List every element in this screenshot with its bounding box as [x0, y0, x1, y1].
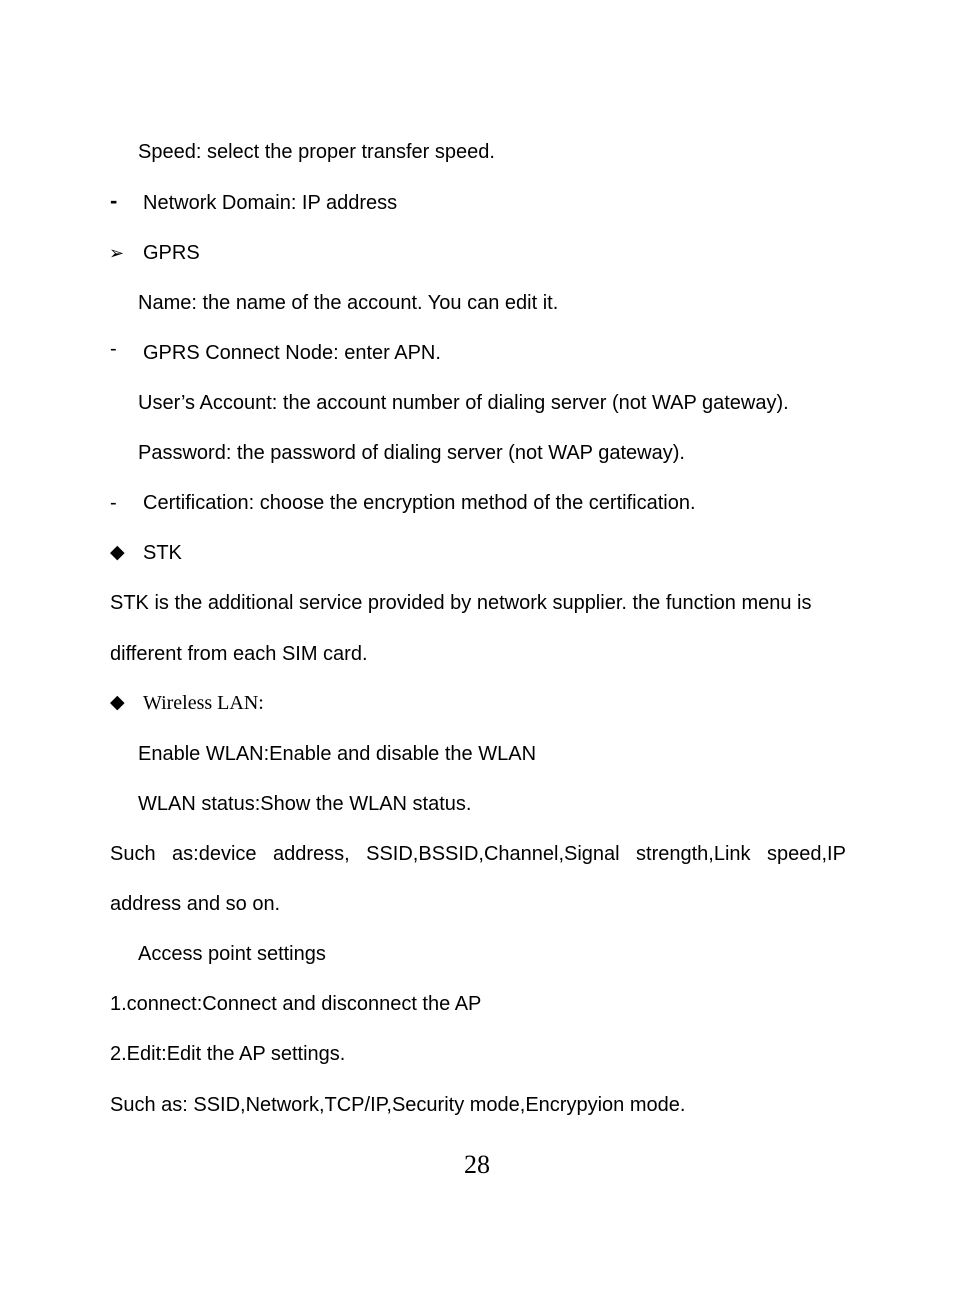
users-account-text: User’s Account: the account number of dialing server (not WAP gateway). — [138, 392, 789, 414]
such-as-word: Such — [110, 843, 156, 865]
such-as-justified-text — [110, 842, 846, 866]
speed-text: Speed: select the proper transfer speed. — [138, 141, 495, 163]
stk-desc-text-1: STK is the additional service provided by network supplier. the function menu is — [110, 592, 812, 614]
edit-text: 2.Edit:Edit the AP settings. — [110, 1043, 346, 1065]
arrow-bullet-icon: ➢ — [109, 243, 125, 263]
page-number: 28 — [464, 1150, 490, 1179]
connect-text: 1.connect:Connect and disconnect the AP — [110, 993, 482, 1015]
network-domain-text: Network Domain: IP address — [143, 192, 398, 214]
dash-marker: - — [110, 338, 117, 360]
gprs-connect-node-text: GPRS Connect Node: enter APN. — [143, 342, 441, 364]
such-as-text-2: address and so on. — [110, 893, 281, 915]
stk-desc-text-2: different from each SIM card. — [110, 643, 368, 665]
such-as-word: as:device — [172, 843, 257, 865]
gprs-heading: GPRS — [143, 242, 200, 264]
diamond-bullet-icon: ◆ — [110, 692, 125, 713]
wlan-heading: Wireless LAN: — [143, 692, 264, 714]
password-text: Password: the password of dialing server (not WAP gateway). — [138, 442, 685, 464]
dash-marker: - — [110, 188, 118, 213]
gprs-name-text: Name: the name of the account. You can edit it. — [138, 292, 559, 314]
dash-marker: - — [110, 492, 117, 514]
certification-text: Certification: choose the encryption method of the certification. — [143, 492, 696, 514]
access-point-text: Access point settings — [138, 943, 326, 965]
such-as-ssid-text: Such as: SSID,Network,TCP/IP,Security mode,Encrypyion mode. — [110, 1094, 686, 1116]
wlan-status-text: WLAN status:Show the WLAN status. — [138, 793, 472, 815]
enable-wlan-text: Enable WLAN:Enable and disable the WLAN — [138, 743, 537, 765]
stk-heading: STK — [143, 542, 182, 564]
such-as-word: speed,IP — [766, 843, 846, 865]
such-as-word: address, — [272, 843, 350, 865]
such-as-word: SSID,BSSID,Channel,Signal — [366, 843, 620, 865]
such-as-word: strength,Link — [636, 843, 751, 865]
diamond-bullet-icon: ◆ — [110, 542, 125, 563]
